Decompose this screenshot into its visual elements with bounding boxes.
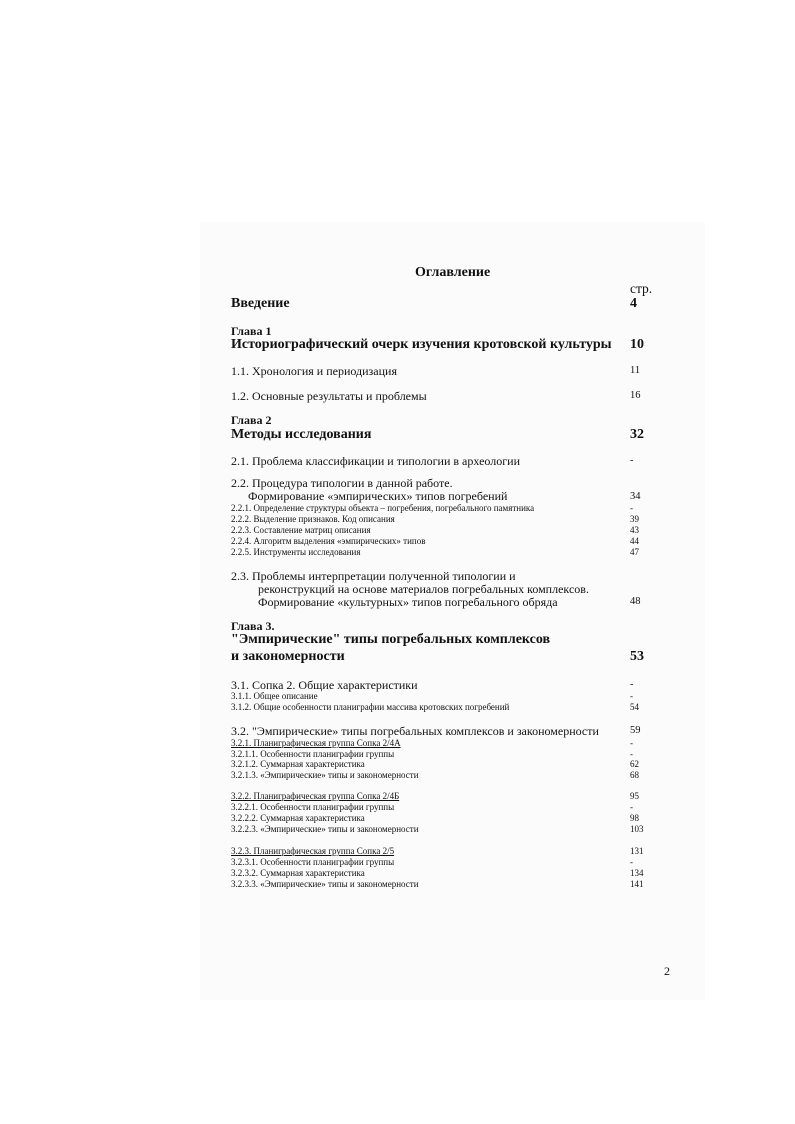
section-2-3-line1: 2.3. Проблемы интерпретации полученной типологии и xyxy=(231,569,516,583)
chapter-2-page: 32 xyxy=(630,427,644,442)
subsection-3-2-2-2-page: 98 xyxy=(630,813,639,823)
subsection-3-2-2-1-page: - xyxy=(630,802,633,812)
intro-label: Введение xyxy=(231,296,290,311)
section-2-2-line2: Формирование «эмпирических» типов погребений xyxy=(248,489,508,503)
subsection-3-2-2-page: 95 xyxy=(630,791,639,801)
page-column-header: стр. xyxy=(630,281,653,296)
subsection-3-2-1: 3.2.1. Планиграфическая группа Сопка 2/4А xyxy=(231,738,401,748)
subsection-2-2-2-page: 39 xyxy=(630,514,639,524)
toc-title: Оглавление xyxy=(415,265,491,280)
subsection-3-2-1-2-page: 62 xyxy=(630,759,639,769)
subsection-3-2-1-3: 3.2.1.3. «Эмпирические» типы и закономерности xyxy=(231,770,419,780)
chapter-1-page: 10 xyxy=(630,337,644,352)
subsection-3-2-1-1-page: - xyxy=(630,749,633,759)
subsection-3-1-2-page: 54 xyxy=(630,702,639,712)
chapter-3-title-line1: "Эмпирические" типы погребальных комплексов xyxy=(231,632,551,647)
chapter-1-label: Глава 1 xyxy=(231,324,272,338)
chapter-1-title: Историографический очерк изучения кротовской культуры xyxy=(231,337,612,352)
subsection-3-2-3: 3.2.3. Планиграфическая группа Сопка 2/5 xyxy=(231,846,395,856)
subsection-2-2-4-page: 44 xyxy=(630,536,639,546)
page-number: 2 xyxy=(664,964,670,978)
section-2-2-page: 34 xyxy=(630,491,641,502)
subsection-2-2-3-page: 43 xyxy=(630,525,639,535)
subsection-3-2-3-page: 131 xyxy=(630,846,644,856)
subsection-3-2-2: 3.2.2. Планиграфическая группа Сопка 2/4Б xyxy=(231,791,400,801)
subsection-3-2-1-1: 3.2.1.1. Особенности планиграфии группы xyxy=(231,749,395,759)
subsection-3-1-1-page: - xyxy=(630,691,633,701)
section-2-3-line2: реконструкций на основе материалов погребальных комплексов. xyxy=(258,582,589,596)
section-1-1: 1.1. Хронология и периодизация xyxy=(231,364,397,378)
chapter-3-page: 53 xyxy=(630,649,644,664)
chapter-2-label: Глава 2 xyxy=(231,413,272,427)
subsection-3-2-2-1: 3.2.2.1. Особенности планиграфии группы xyxy=(231,802,395,812)
subsection-3-2-3-1-page: - xyxy=(630,857,633,867)
subsection-3-2-3-3: 3.2.3.3. «Эмпирические» типы и закономерности xyxy=(231,879,419,889)
subsection-3-1-2: 3.1.2. Общие особенности планиграфии массива кротовских погребений xyxy=(231,702,510,712)
subsection-2-2-5: 2.2.5. Инструменты исследования xyxy=(231,547,361,557)
chapter-3-title-line2: и закономерности xyxy=(231,649,345,664)
section-2-1: 2.1. Проблема классификации и типологии в археологии xyxy=(231,454,521,468)
section-1-2: 1.2. Основные результаты и проблемы xyxy=(231,389,427,403)
section-2-3-page: 48 xyxy=(630,596,641,607)
section-3-2-page: 59 xyxy=(630,725,641,736)
subsection-3-2-3-3-page: 141 xyxy=(630,879,644,889)
subsection-3-2-1-2: 3.2.1.2. Суммарная характеристика xyxy=(231,759,365,769)
chapter-2-title: Методы исследования xyxy=(231,427,372,442)
section-3-2: 3.2. "Эмпирические» типы погребальных комплексов и закономерности xyxy=(231,724,599,738)
subsection-3-2-2-3-page: 103 xyxy=(630,824,644,834)
subsection-3-2-3-2-page: 134 xyxy=(630,868,644,878)
section-2-3-line3: Формирование «культурных» типов погребального обряда xyxy=(258,595,558,609)
section-2-2-line1: 2.2. Процедура типологии в данной работе. xyxy=(231,476,453,490)
subsection-3-2-1-3-page: 68 xyxy=(630,770,639,780)
subsection-3-2-2-3: 3.2.2.3. «Эмпирические» типы и закономерности xyxy=(231,824,419,834)
section-1-2-page: 16 xyxy=(630,390,641,401)
section-2-1-page: - xyxy=(630,455,634,466)
section-3-1-page: - xyxy=(630,679,634,690)
section-3-1: 3.1. Сопка 2. Общие характеристики xyxy=(231,678,418,692)
subsection-2-2-3: 2.2.3. Составление матриц описания xyxy=(231,525,371,535)
subsection-2-2-1: 2.2.1. Определение структуры объекта – погребения, погребального памятника xyxy=(231,503,535,513)
subsection-3-2-2-2: 3.2.2.2. Суммарная характеристика xyxy=(231,813,365,823)
intro-page: 4 xyxy=(630,296,637,311)
section-1-1-page: 11 xyxy=(630,365,641,376)
subsection-3-2-3-2: 3.2.3.2. Суммарная характеристика xyxy=(231,868,365,878)
subsection-3-2-3-1: 3.2.3.1. Особенности планиграфии группы xyxy=(231,857,395,867)
chapter-3-label: Глава 3. xyxy=(231,619,275,633)
subsection-2-2-1-page: - xyxy=(630,503,633,513)
subsection-2-2-4: 2.2.4. Алгоритм выделения «эмпирических» типов xyxy=(231,536,426,546)
subsection-3-1-1: 3.1.1. Общее описание xyxy=(231,691,318,701)
subsection-3-2-1-page: - xyxy=(630,738,633,748)
subsection-2-2-5-page: 47 xyxy=(630,547,639,557)
subsection-2-2-2: 2.2.2. Выделение признаков. Код описания xyxy=(231,514,395,524)
